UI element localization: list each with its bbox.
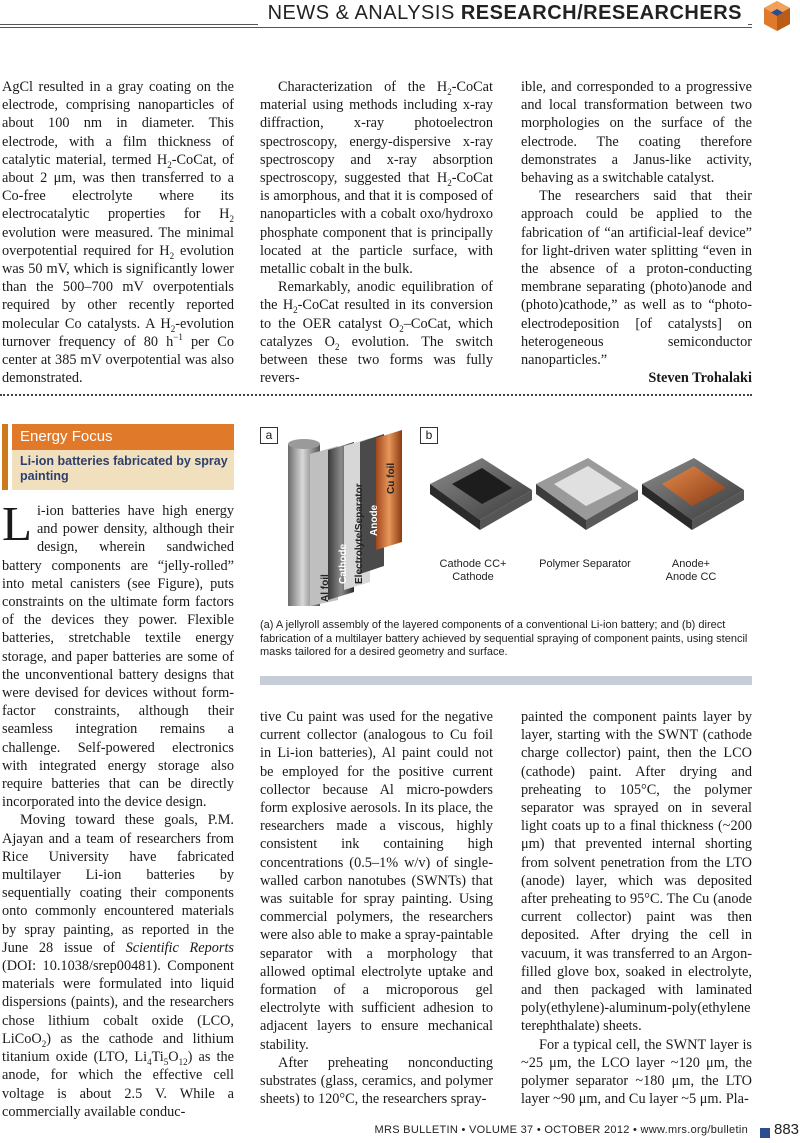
- figure: [260, 424, 752, 686]
- layer-label-cathode: Cathode: [338, 544, 349, 584]
- paragraph: ible, and corresponded to a progressive and local transformation between two morphologies on the surface of the electrode. The coating therefore demonstrates a Janus-like activity, behaving as a switchable catalyst.: [521, 79, 752, 187]
- section-name: NEWS & ANALYSIS: [267, 2, 455, 24]
- layer-label-separator: Electrolyte/Separator: [354, 483, 365, 584]
- layer-label-al-foil: Al foil: [320, 574, 331, 602]
- footer-marker: [760, 1128, 770, 1138]
- section-divider: [0, 394, 752, 396]
- bottom-article-column-2: [260, 708, 493, 1108]
- paragraph: For a typical cell, the SWNT layer is ~25 μm, the LCO layer ~120 μm, the polymer separator ~180 μm, the LTO layer ~90 μm, and Cu layer ~5 μm. Pla-: [521, 1036, 752, 1108]
- author-byline: Steven Trohalaki: [648, 370, 752, 387]
- paragraph: AgCl resulted in a gray coating on the electrode, comprising nanoparticles of about 100 nm in diameter. This electrode, with a film thickness of catalytic material, termed $H_2$-CoCat, of about 2 μm, was then transferred to a Co-free electrolyte where its electrocatalytic properties for $H_2$ evolution were measured. The minimal overpotential required for $H_2$ evolution was 50 mV, which is significantly lower than the 500–700 mV overpotentials required by other recently reported molecular Co catalysts. A $H_2$-evolution turnover frequency of 80 $h^{-1}$ per Co center at 385 mV overpotential was also demonstrated.: [2, 79, 234, 387]
- tile-cathode: [430, 458, 532, 530]
- tile-label-anode: Anode+ Anode CC: [665, 558, 717, 583]
- energy-focus-header: [2, 424, 234, 490]
- figure-caption: (a) A jellyroll assembly of the layered components of a conventional Li-ion battery; and (b) direct fabrication of a multilayer battery achieved by sequential spraying of component paints, using stencil masks tailored for a desired geometry and surface.: [260, 619, 748, 659]
- paragraph: The researchers said that their approach could be applied to the fabrication of “an artificial-leaf device” for light-driven water splitting “even in the absence of a proton-conducting membrane separating (photo)anode and (photo)cathode,” as well as to “photo-electrodeposition [of catalysts] on heterogeneous semiconductor nanoparticles.”: [521, 188, 752, 369]
- energy-focus-label: Energy Focus: [12, 424, 234, 450]
- mrs-logo-icon: [762, 0, 792, 32]
- paragraph: tive Cu paint was used for the negative current collector (analogous to Cu foil in Li-ion batteries), Al paint could not be employed for the positive current collector because Al micro-powders form explosive aerosols. In its place, the researchers made a viscous, highly consistent ink containing high concentrations (0.5–1% w/v) of single-walled carbon nanotubes (SWNTs) that was suitable for spray painting. Using commercial polymers, the researchers were also able to make a spray-paintable separator with a morphology that allowed optimal electrolyte uptake and formation of a microporous gel electrolyte with sufficient adhesion to adjacent layers to ensure mechanical stability.: [260, 709, 493, 1053]
- bottom-article-column-1: [2, 496, 234, 1121]
- tile-anode: [642, 458, 744, 530]
- top-article-column-1: [2, 78, 234, 387]
- layer-label-anode: Anode: [369, 504, 380, 536]
- figure-bottom-bar: [260, 676, 752, 685]
- article-title: Li-ion batteries fabricated by spray painting: [12, 450, 234, 490]
- tile-separator: [536, 458, 638, 530]
- panel-label-a: a: [260, 427, 278, 444]
- drop-cap: L: [2, 496, 32, 551]
- paragraph: Moving toward these goals, P.M. Ajayan and a team of researchers from Rice University have fabricated multilayer Li-ion batteries by sequentially coating their components onto commonly encountered materials by spray painting, as reported in the June 28 issue of Scientific Reports (DOI: 10.1038/srep00481). Component materials were formulated into liquid dispersions (paints), and the researchers chose lithium cobalt oxide (LCO, LiCoO$_2$) as the cathode and lithium titanium oxide (LTO, $Li_4Ti_5O_{12}$) as the anode, for which the effective cell voltage is about 2.5 V. While a commercially available conduc-: [2, 812, 234, 1120]
- page-footer: MRS BULLETIN • VOLUME 37 • OCTOBER 2012 • www.mrs.org/bulletin: [374, 1124, 748, 1136]
- tile-label-cathode: Cathode CC+ Cathode: [439, 558, 507, 583]
- top-article-column-2: [260, 78, 493, 387]
- jellyroll-battery-illustration: [280, 424, 420, 614]
- paragraph: painted the component paints layer by layer, starting with the SWNT (cathode charge collector) paint, then the LCO (cathode) paint. After drying and preheating to 105°C, the polymer separator was sprayed on in several light coats up to a final thickness (~200 μm) that prevented internal shorting from solvent penetration from the LTO (anode) layer, which was deposited after preheating to 95°C. The Cu (anode current collector) paint was then deposited. After drying the cell in vacuum, it was transferred to an Argon-filled glove box, soaked in electrolyte, and then packaged with laminated poly(ethylene)-aluminum-poly(ethylene terephthalate) sheets.: [521, 709, 752, 1035]
- paragraph: Remarkably, anodic equilibration of the $H_2$-CoCat resulted in its conversion to the OER catalyst $O_2$–CoCat, which catalyzes $O_2$ evolution. The switch between these two forms was fully revers-: [260, 279, 494, 387]
- spray-painted-cells-illustration: [420, 446, 752, 556]
- tile-label-separator: Polymer Separator: [539, 558, 631, 570]
- bottom-article-column-3: [521, 708, 752, 1108]
- section-subname: RESEARCH/RESEARCHERS: [460, 2, 742, 24]
- paragraph: Characterization of the $H_2$-CoCat material using methods including x-ray diffraction, x-ray photoelectron spectroscopy, energy-dispersive x-ray spectroscopy and x-ray absorption spectroscopy, suggested that $H_2$-CoCat is amorphous, and that it is composed of nanoparticles with a cobalt oxo/hydroxo phosphate component that is principally located at the particle surface, with metallic cobalt in the bulk.: [260, 79, 493, 278]
- panel-label-b: b: [420, 427, 438, 444]
- top-article-column-3: [521, 78, 752, 387]
- layer-label-cu-foil: Cu foil: [386, 462, 397, 494]
- paragraph: Li-ion batteries have high energy and power density, although their design, wherein sandwiched battery components are “jelly-rolled” into metal canisters (see Figure), puts constraints on the ultimate form factors of the devices they power. Flexible batteries, stretchable textile energy storage, and paper batteries are some of the unconventional battery designs that were devised for devices without form-factor constraints, although their seamless integration remains a challenge. Self-powered electronics with integrated energy storage also require batteries that can be directly incorporated into the device design.: [2, 496, 234, 811]
- section-header: [258, 2, 748, 25]
- energy-focus-accent-bar: [2, 424, 8, 490]
- paragraph: After preheating nonconducting substrates (glass, ceramics, and polymer sheets) to 120°C, the researchers spray-: [260, 1054, 493, 1108]
- page-number: 883: [774, 1121, 800, 1138]
